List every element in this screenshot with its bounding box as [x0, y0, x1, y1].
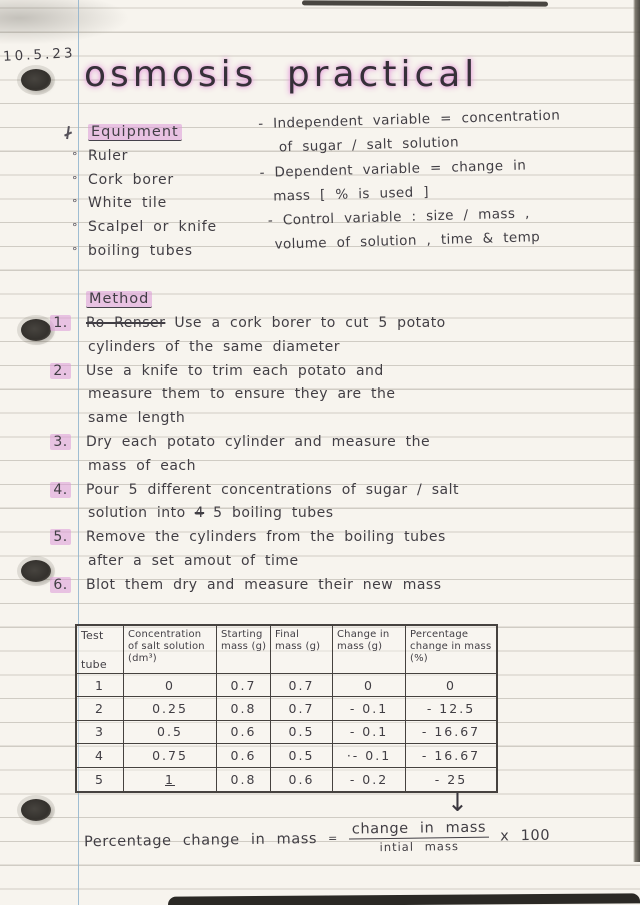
step-number: 5.: [50, 529, 71, 545]
table-cell: 0: [406, 674, 496, 697]
method-step-3: [50, 434, 625, 458]
step-number: 4.: [50, 482, 71, 498]
method-step-3-cont: mass of each: [88, 457, 196, 474]
table-cell: 0.7: [217, 674, 271, 697]
equipment-item-label: Scalpel or knife: [88, 219, 217, 236]
column-header-concentration: Concentration of salt solution (dm³): [124, 626, 217, 674]
equipment-item-label: White tile: [88, 195, 168, 212]
equipment-item-label: Ruler: [88, 147, 129, 164]
column-header-starting-mass: Starting mass (g): [217, 626, 271, 674]
table-cell: - 16.67: [406, 744, 496, 767]
table-cell: 0.25: [124, 697, 217, 720]
method-header: Method: [86, 291, 152, 308]
page-edge-bottom: [168, 893, 640, 905]
table-cell: 5: [77, 768, 124, 791]
bullet-icon: °: [72, 173, 79, 187]
step-text: Use a knife to trim each potato and: [86, 362, 384, 379]
crossed-out-text: Ro Renser: [86, 315, 166, 331]
fraction-numerator: change in mass: [349, 820, 490, 840]
bullet-icon: °: [72, 149, 79, 163]
equipment-section: [72, 124, 262, 267]
table-cell: 0.6: [271, 768, 333, 791]
step-number: 6.: [50, 577, 71, 593]
formula-lhs: Percentage change in mass: [83, 830, 318, 850]
crossed-out-text: 4: [194, 505, 205, 522]
table-cell: - 0.1: [333, 721, 406, 744]
pencil-mark-icon: [64, 126, 72, 140]
table-cell: 3: [77, 721, 124, 744]
table-cell: 0.8: [217, 697, 271, 720]
method-step-1-cont: cylinders of the same diameter: [88, 338, 341, 355]
table-cell: 0.6: [217, 744, 271, 767]
equipment-item: [72, 195, 262, 219]
variable-note: - Independent variable = concentration: [258, 107, 561, 132]
column-header-percentage-change: Percentage change in mass (%): [406, 626, 496, 674]
page-edge-top: [302, 0, 548, 6]
table-cell: 2: [77, 697, 124, 720]
column-header-final-mass: Final mass (g): [271, 626, 333, 674]
header-line: tube: [81, 657, 107, 671]
variable-note: - Control variable : size / mass ,: [267, 205, 530, 229]
page-title: osmosis practical: [84, 54, 479, 95]
method-step-5-cont: after a set amout of time: [88, 552, 299, 569]
method-step-2-cont: measure them to ensure they are the: [88, 386, 396, 403]
method-step-6: [50, 577, 625, 601]
variable-note: volume of solution , time & temp: [274, 229, 541, 254]
equals-sign: =: [328, 831, 339, 845]
results-table: [75, 624, 498, 793]
method-step-1: [50, 315, 625, 339]
variable-note: mass [ % is used ]: [273, 184, 430, 205]
step-text: Dry each potato cylinder and measure the: [86, 433, 431, 450]
method-step-4-cont: [50, 505, 625, 529]
table-cell: 0.7: [271, 697, 333, 720]
table-cell: - 25: [434, 771, 468, 787]
table-cell: ·- 0.1: [333, 744, 406, 767]
equipment-header-row: [72, 124, 262, 148]
method-step-2: [50, 363, 625, 387]
table-cell: 0.75: [124, 744, 217, 767]
table-cell: 1: [124, 768, 217, 791]
equipment-item-label: boiling tubes: [88, 242, 193, 259]
hole-punch-icon: [21, 319, 51, 341]
method-section: [50, 315, 625, 601]
variables-section: [258, 105, 640, 261]
equipment-item: [72, 172, 262, 196]
step-number: 3.: [50, 434, 71, 450]
table-cell: 0.5: [271, 744, 333, 767]
hole-punch-icon: [21, 69, 51, 91]
equipment-header: Equipment: [88, 124, 182, 141]
formula-multiplier: x 100: [500, 827, 551, 844]
formula-fraction: [349, 820, 490, 855]
table-cell: 4: [77, 744, 124, 767]
step-number: 2.: [50, 363, 71, 379]
variable-note: of sugar / salt solution: [278, 134, 460, 156]
percentage-change-formula: [84, 819, 551, 859]
method-step-5: [50, 529, 625, 553]
bullet-icon: °: [72, 221, 79, 235]
method-step-4: [50, 482, 625, 506]
hole-punch-icon: [21, 799, 51, 821]
bullet-icon: °: [72, 244, 79, 258]
variable-note: - Dependent variable = change in: [259, 157, 527, 181]
table-cell: - 12.5: [406, 697, 496, 720]
date: 10.5.23: [2, 45, 76, 65]
hole-punch-icon: [21, 560, 51, 582]
header-line: Test: [81, 629, 104, 642]
down-arrow-icon: ↓: [447, 788, 468, 817]
step-text: Blot them dry and measure their new mass: [86, 576, 442, 593]
bullet-icon: °: [72, 197, 79, 211]
step-number: 1.: [50, 315, 71, 331]
equipment-item: [72, 243, 262, 267]
table-cell: 0.6: [217, 721, 271, 744]
fraction-denominator: intial mass: [379, 839, 459, 855]
table-cell: 0.5: [271, 721, 333, 744]
table-cell: 0: [333, 674, 406, 697]
step-text: Remove the cylinders from the boiling tubes: [86, 529, 446, 546]
step-text: 5 boiling tubes: [213, 505, 334, 522]
column-header-change-in-mass: Change in mass (g): [333, 626, 406, 674]
table-cell: 0.7: [271, 674, 333, 697]
scan-corner-shadow: [0, 0, 130, 45]
table-cell: 1: [77, 674, 124, 697]
equipment-item-label: Cork borer: [88, 171, 174, 188]
step-text: solution into: [88, 505, 186, 522]
equipment-item: [72, 148, 262, 172]
table-cell: - 0.1: [333, 697, 406, 720]
table-cell: 0: [124, 674, 217, 697]
step-text: Pour 5 different concentrations of sugar / salt: [86, 481, 459, 498]
equipment-item: [72, 219, 262, 243]
column-header-test-tube: [77, 626, 124, 674]
step-text: Use a cork borer to cut 5 potato: [174, 315, 446, 331]
table-cell: 0.5: [124, 721, 217, 744]
table-cell: 0.8: [217, 768, 271, 791]
table-cell: - 16.67: [406, 721, 496, 744]
method-step-2-cont: same length: [88, 410, 186, 427]
table-cell: - 0.2: [333, 768, 406, 791]
